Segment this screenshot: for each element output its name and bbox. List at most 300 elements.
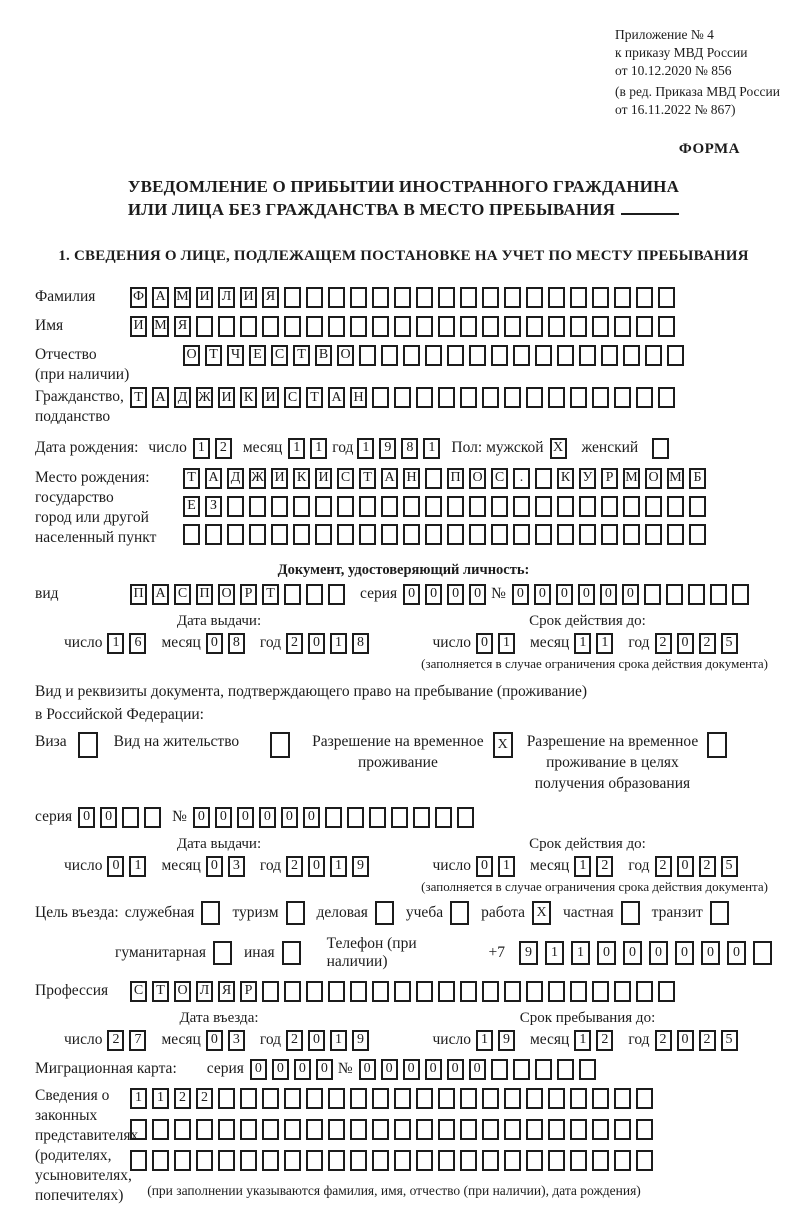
form-cell[interactable]	[614, 1088, 631, 1109]
form-cell[interactable]	[570, 316, 587, 337]
form-cell[interactable]	[262, 981, 279, 1002]
form-cell[interactable]	[689, 524, 706, 545]
form-cell[interactable]	[645, 345, 662, 366]
form-cell[interactable]	[325, 807, 342, 828]
form-cell[interactable]: С	[174, 584, 191, 605]
form-cell[interactable]: А	[152, 584, 169, 605]
form-cell[interactable]	[394, 1119, 411, 1140]
form-cell[interactable]	[557, 496, 574, 517]
form-cell[interactable]	[416, 1088, 433, 1109]
form-cell[interactable]: Т	[130, 387, 147, 408]
form-cell[interactable]	[438, 1150, 455, 1171]
form-cell[interactable]	[381, 524, 398, 545]
form-cell[interactable]: И	[218, 387, 235, 408]
form-cell[interactable]: 7	[129, 1030, 146, 1051]
form-cell[interactable]: В	[315, 345, 332, 366]
form-cell[interactable]	[592, 387, 609, 408]
form-cell[interactable]: Ж	[196, 387, 213, 408]
form-cell[interactable]	[359, 524, 376, 545]
form-cell[interactable]	[526, 1119, 543, 1140]
form-cell[interactable]	[350, 1150, 367, 1171]
form-cell[interactable]: 3	[228, 856, 245, 877]
form-cell[interactable]: Б	[689, 468, 706, 489]
form-cell[interactable]: Я	[262, 287, 279, 308]
form-cell[interactable]: 5	[721, 1030, 738, 1051]
form-cell[interactable]: С	[337, 468, 354, 489]
form-cell[interactable]: Н	[403, 468, 420, 489]
form-cell[interactable]: 8	[352, 633, 369, 654]
form-cell[interactable]	[293, 524, 310, 545]
form-cell[interactable]	[658, 387, 675, 408]
form-cell[interactable]: 2	[655, 633, 672, 654]
form-cell[interactable]	[535, 496, 552, 517]
form-cell[interactable]	[240, 1150, 257, 1171]
form-cell[interactable]: 2	[596, 856, 613, 877]
form-cell[interactable]	[482, 387, 499, 408]
form-cell[interactable]	[315, 496, 332, 517]
form-cell[interactable]	[381, 496, 398, 517]
form-cell[interactable]	[557, 524, 574, 545]
form-cell[interactable]	[592, 1119, 609, 1140]
form-cell[interactable]	[240, 1088, 257, 1109]
form-cell[interactable]	[282, 941, 301, 965]
form-cell[interactable]	[614, 1119, 631, 1140]
form-cell[interactable]	[372, 1088, 389, 1109]
form-cell[interactable]	[284, 1088, 301, 1109]
form-cell[interactable]	[438, 287, 455, 308]
form-cell[interactable]: И	[196, 287, 213, 308]
form-cell[interactable]: 1	[193, 438, 210, 459]
form-cell[interactable]	[403, 524, 420, 545]
form-cell[interactable]: О	[645, 468, 662, 489]
form-cell[interactable]	[601, 345, 618, 366]
form-cell[interactable]	[469, 345, 486, 366]
form-cell[interactable]	[667, 496, 684, 517]
form-cell[interactable]	[570, 1150, 587, 1171]
form-cell[interactable]	[218, 1088, 235, 1109]
form-cell[interactable]	[78, 732, 98, 758]
form-cell[interactable]: Т	[205, 345, 222, 366]
form-cell[interactable]: 0	[469, 1059, 486, 1080]
form-cell[interactable]	[535, 524, 552, 545]
form-cell[interactable]: 1	[330, 633, 347, 654]
form-cell[interactable]	[707, 732, 727, 758]
form-cell[interactable]: П	[130, 584, 147, 605]
form-cell[interactable]	[284, 584, 301, 605]
form-cell[interactable]	[526, 387, 543, 408]
form-cell[interactable]	[337, 524, 354, 545]
form-cell[interactable]: 5	[721, 633, 738, 654]
form-cell[interactable]: 2	[286, 856, 303, 877]
form-cell[interactable]: И	[240, 287, 257, 308]
form-cell[interactable]	[435, 807, 452, 828]
form-cell[interactable]: Т	[152, 981, 169, 1002]
form-cell[interactable]	[174, 1150, 191, 1171]
form-cell[interactable]	[601, 496, 618, 517]
form-cell[interactable]	[394, 287, 411, 308]
form-cell[interactable]: 8	[228, 633, 245, 654]
form-cell[interactable]: М	[152, 316, 169, 337]
form-cell[interactable]: 0	[534, 584, 551, 605]
form-cell[interactable]	[391, 807, 408, 828]
form-cell[interactable]	[614, 316, 631, 337]
form-cell[interactable]: 0	[206, 633, 223, 654]
form-cell[interactable]	[375, 901, 394, 925]
form-cell[interactable]	[315, 524, 332, 545]
form-cell[interactable]	[196, 316, 213, 337]
form-cell[interactable]	[557, 1059, 574, 1080]
form-cell[interactable]: X	[550, 438, 567, 459]
form-cell[interactable]	[328, 316, 345, 337]
form-cell[interactable]: 0	[250, 1059, 267, 1080]
form-cell[interactable]	[130, 1150, 147, 1171]
form-cell[interactable]: 2	[286, 1030, 303, 1051]
form-cell[interactable]	[262, 1088, 279, 1109]
form-cell[interactable]: 0	[425, 584, 442, 605]
form-cell[interactable]	[548, 316, 565, 337]
form-cell[interactable]	[460, 287, 477, 308]
form-cell[interactable]	[623, 496, 640, 517]
form-cell[interactable]	[438, 387, 455, 408]
form-cell[interactable]	[753, 941, 772, 965]
form-cell[interactable]: Р	[240, 981, 257, 1002]
form-cell[interactable]	[526, 316, 543, 337]
form-cell[interactable]	[579, 1059, 596, 1080]
form-cell[interactable]	[636, 981, 653, 1002]
form-cell[interactable]	[526, 1088, 543, 1109]
form-cell[interactable]	[482, 1088, 499, 1109]
form-cell[interactable]	[460, 981, 477, 1002]
form-cell[interactable]	[688, 584, 705, 605]
form-cell[interactable]: П	[447, 468, 464, 489]
form-cell[interactable]	[416, 981, 433, 1002]
form-cell[interactable]	[306, 287, 323, 308]
form-cell[interactable]: Ж	[249, 468, 266, 489]
form-cell[interactable]: 0	[512, 584, 529, 605]
form-cell[interactable]	[372, 1119, 389, 1140]
form-cell[interactable]	[614, 1150, 631, 1171]
form-cell[interactable]	[513, 1059, 530, 1080]
form-cell[interactable]: А	[152, 387, 169, 408]
form-cell[interactable]	[447, 345, 464, 366]
form-cell[interactable]: 0	[272, 1059, 289, 1080]
form-cell[interactable]	[570, 1088, 587, 1109]
form-cell[interactable]	[306, 1088, 323, 1109]
form-cell[interactable]	[644, 584, 661, 605]
form-cell[interactable]: 1	[152, 1088, 169, 1109]
form-cell[interactable]: 0	[476, 856, 493, 877]
form-cell[interactable]: О	[337, 345, 354, 366]
form-cell[interactable]: 1	[107, 633, 124, 654]
form-cell[interactable]: 2	[286, 633, 303, 654]
form-cell[interactable]: 1	[288, 438, 305, 459]
form-cell[interactable]	[271, 524, 288, 545]
form-cell[interactable]	[548, 981, 565, 1002]
form-cell[interactable]	[636, 387, 653, 408]
form-cell[interactable]	[152, 1150, 169, 1171]
form-cell[interactable]: 2	[174, 1088, 191, 1109]
form-cell[interactable]	[306, 1150, 323, 1171]
form-cell[interactable]	[196, 1150, 213, 1171]
form-cell[interactable]: О	[469, 468, 486, 489]
form-cell[interactable]: Т	[359, 468, 376, 489]
form-cell[interactable]: 0	[78, 807, 95, 828]
form-cell[interactable]: Т	[306, 387, 323, 408]
form-cell[interactable]	[460, 1150, 477, 1171]
form-cell[interactable]	[425, 496, 442, 517]
form-cell[interactable]: 2	[215, 438, 232, 459]
form-cell[interactable]	[284, 981, 301, 1002]
form-cell[interactable]	[425, 345, 442, 366]
form-cell[interactable]	[636, 1119, 653, 1140]
form-cell[interactable]	[535, 345, 552, 366]
form-cell[interactable]: С	[130, 981, 147, 1002]
form-cell[interactable]	[394, 1088, 411, 1109]
form-cell[interactable]	[482, 1150, 499, 1171]
form-cell[interactable]	[447, 524, 464, 545]
form-cell[interactable]	[592, 1150, 609, 1171]
form-cell[interactable]: К	[557, 468, 574, 489]
form-cell[interactable]: 2	[699, 633, 716, 654]
form-cell[interactable]	[636, 316, 653, 337]
form-cell[interactable]	[328, 1150, 345, 1171]
form-cell[interactable]: 2	[596, 1030, 613, 1051]
form-cell[interactable]: Я	[218, 981, 235, 1002]
form-cell[interactable]: А	[152, 287, 169, 308]
form-cell[interactable]: 0	[675, 941, 694, 965]
form-cell[interactable]: 1	[571, 941, 590, 965]
form-cell[interactable]	[350, 981, 367, 1002]
form-cell[interactable]	[513, 345, 530, 366]
form-cell[interactable]	[658, 981, 675, 1002]
form-cell[interactable]	[438, 981, 455, 1002]
form-cell[interactable]: 0	[215, 807, 232, 828]
form-cell[interactable]	[710, 901, 729, 925]
form-cell[interactable]	[284, 287, 301, 308]
form-cell[interactable]	[732, 584, 749, 605]
form-cell[interactable]	[218, 316, 235, 337]
form-cell[interactable]: 2	[655, 1030, 672, 1051]
form-cell[interactable]	[513, 524, 530, 545]
form-cell[interactable]	[328, 1119, 345, 1140]
form-cell[interactable]: О	[174, 981, 191, 1002]
form-cell[interactable]	[372, 316, 389, 337]
form-cell[interactable]	[416, 1119, 433, 1140]
form-cell[interactable]	[328, 287, 345, 308]
form-cell[interactable]: К	[293, 468, 310, 489]
form-cell[interactable]	[636, 1150, 653, 1171]
form-cell[interactable]: Т	[293, 345, 310, 366]
form-cell[interactable]	[213, 941, 232, 965]
form-cell[interactable]: С	[284, 387, 301, 408]
form-cell[interactable]	[447, 496, 464, 517]
form-cell[interactable]: 0	[316, 1059, 333, 1080]
form-cell[interactable]	[636, 287, 653, 308]
form-cell[interactable]	[570, 387, 587, 408]
form-cell[interactable]: 0	[403, 1059, 420, 1080]
form-cell[interactable]: А	[328, 387, 345, 408]
form-cell[interactable]: Л	[196, 981, 213, 1002]
form-cell[interactable]	[122, 807, 139, 828]
form-cell[interactable]	[526, 1150, 543, 1171]
form-cell[interactable]: 1	[310, 438, 327, 459]
form-cell[interactable]	[394, 981, 411, 1002]
form-cell[interactable]: 2	[655, 856, 672, 877]
form-cell[interactable]: 0	[308, 633, 325, 654]
form-cell[interactable]	[372, 387, 389, 408]
form-cell[interactable]	[201, 901, 220, 925]
form-cell[interactable]: Р	[240, 584, 257, 605]
form-cell[interactable]: 0	[622, 584, 639, 605]
form-cell[interactable]	[293, 496, 310, 517]
form-cell[interactable]: 1	[596, 633, 613, 654]
form-cell[interactable]	[196, 1119, 213, 1140]
form-cell[interactable]	[570, 981, 587, 1002]
form-cell[interactable]: 0	[597, 941, 616, 965]
form-cell[interactable]	[592, 316, 609, 337]
form-cell[interactable]: 0	[294, 1059, 311, 1080]
form-cell[interactable]	[403, 345, 420, 366]
form-cell[interactable]: X	[493, 732, 513, 758]
form-cell[interactable]: 0	[308, 856, 325, 877]
form-cell[interactable]: 2	[196, 1088, 213, 1109]
form-cell[interactable]	[416, 1150, 433, 1171]
form-cell[interactable]	[504, 1119, 521, 1140]
form-cell[interactable]	[482, 981, 499, 1002]
form-cell[interactable]	[652, 438, 669, 459]
form-cell[interactable]: .	[513, 468, 530, 489]
form-cell[interactable]	[645, 496, 662, 517]
form-cell[interactable]	[262, 316, 279, 337]
form-cell[interactable]	[710, 584, 727, 605]
form-cell[interactable]	[460, 316, 477, 337]
form-cell[interactable]	[491, 1059, 508, 1080]
form-cell[interactable]	[227, 524, 244, 545]
form-cell[interactable]	[249, 496, 266, 517]
form-cell[interactable]: 6	[129, 633, 146, 654]
form-cell[interactable]: 1	[423, 438, 440, 459]
form-cell[interactable]	[205, 524, 222, 545]
form-cell[interactable]: 0	[206, 856, 223, 877]
form-cell[interactable]	[286, 901, 305, 925]
form-cell[interactable]: 0	[206, 1030, 223, 1051]
form-cell[interactable]: 0	[403, 584, 420, 605]
form-cell[interactable]: М	[174, 287, 191, 308]
form-cell[interactable]	[548, 387, 565, 408]
form-cell[interactable]: Ч	[227, 345, 244, 366]
form-cell[interactable]: 0	[381, 1059, 398, 1080]
form-cell[interactable]	[621, 901, 640, 925]
form-cell[interactable]	[306, 316, 323, 337]
form-cell[interactable]: 0	[359, 1059, 376, 1080]
form-cell[interactable]	[548, 1088, 565, 1109]
form-cell[interactable]: 9	[379, 438, 396, 459]
form-cell[interactable]: 0	[281, 807, 298, 828]
form-cell[interactable]	[240, 1119, 257, 1140]
form-cell[interactable]	[526, 287, 543, 308]
form-cell[interactable]: Д	[174, 387, 191, 408]
form-cell[interactable]: 1	[330, 1030, 347, 1051]
form-cell[interactable]: 0	[303, 807, 320, 828]
form-cell[interactable]: 0	[677, 633, 694, 654]
form-cell[interactable]	[666, 584, 683, 605]
form-cell[interactable]: 1	[476, 1030, 493, 1051]
form-cell[interactable]: 0	[193, 807, 210, 828]
form-cell[interactable]: 0	[308, 1030, 325, 1051]
form-cell[interactable]	[548, 1119, 565, 1140]
form-cell[interactable]	[262, 1150, 279, 1171]
form-cell[interactable]: 0	[425, 1059, 442, 1080]
form-cell[interactable]: 2	[699, 856, 716, 877]
form-cell[interactable]: Н	[350, 387, 367, 408]
form-cell[interactable]	[548, 287, 565, 308]
form-cell[interactable]: 0	[447, 584, 464, 605]
form-cell[interactable]	[460, 387, 477, 408]
form-cell[interactable]: 9	[519, 941, 538, 965]
form-cell[interactable]: 0	[447, 1059, 464, 1080]
form-cell[interactable]	[438, 1119, 455, 1140]
form-cell[interactable]: 1	[574, 856, 591, 877]
form-cell[interactable]: Е	[183, 496, 200, 517]
form-cell[interactable]	[658, 287, 675, 308]
form-cell[interactable]	[667, 524, 684, 545]
form-cell[interactable]	[460, 1088, 477, 1109]
form-cell[interactable]: Я	[174, 316, 191, 337]
form-cell[interactable]	[614, 981, 631, 1002]
form-cell[interactable]: И	[271, 468, 288, 489]
form-cell[interactable]: 1	[545, 941, 564, 965]
form-cell[interactable]	[592, 981, 609, 1002]
form-cell[interactable]: 0	[578, 584, 595, 605]
form-cell[interactable]: С	[271, 345, 288, 366]
form-cell[interactable]	[526, 981, 543, 1002]
form-cell[interactable]	[359, 496, 376, 517]
form-cell[interactable]: И	[262, 387, 279, 408]
form-cell[interactable]: 1	[357, 438, 374, 459]
form-cell[interactable]	[372, 981, 389, 1002]
form-cell[interactable]	[504, 1150, 521, 1171]
form-cell[interactable]	[306, 1119, 323, 1140]
form-cell[interactable]: 1	[498, 856, 515, 877]
form-cell[interactable]	[535, 468, 552, 489]
form-cell[interactable]: М	[667, 468, 684, 489]
form-cell[interactable]	[450, 901, 469, 925]
form-cell[interactable]: 1	[129, 856, 146, 877]
form-cell[interactable]	[482, 316, 499, 337]
form-cell[interactable]	[270, 732, 290, 758]
form-cell[interactable]: Ф	[130, 287, 147, 308]
form-cell[interactable]	[645, 524, 662, 545]
form-cell[interactable]: 9	[498, 1030, 515, 1051]
form-cell[interactable]: А	[381, 468, 398, 489]
form-cell[interactable]	[218, 1150, 235, 1171]
form-cell[interactable]	[504, 981, 521, 1002]
form-cell[interactable]: 0	[107, 856, 124, 877]
form-cell[interactable]: Т	[183, 468, 200, 489]
form-cell[interactable]: 1	[130, 1088, 147, 1109]
form-cell[interactable]: Д	[227, 468, 244, 489]
form-cell[interactable]	[469, 496, 486, 517]
form-cell[interactable]: 0	[469, 584, 486, 605]
form-cell[interactable]	[504, 287, 521, 308]
form-cell[interactable]	[460, 1119, 477, 1140]
form-cell[interactable]	[174, 1119, 191, 1140]
form-cell[interactable]: 0	[476, 633, 493, 654]
form-cell[interactable]	[601, 524, 618, 545]
form-cell[interactable]	[227, 496, 244, 517]
form-cell[interactable]	[284, 1150, 301, 1171]
form-cell[interactable]	[130, 1119, 147, 1140]
